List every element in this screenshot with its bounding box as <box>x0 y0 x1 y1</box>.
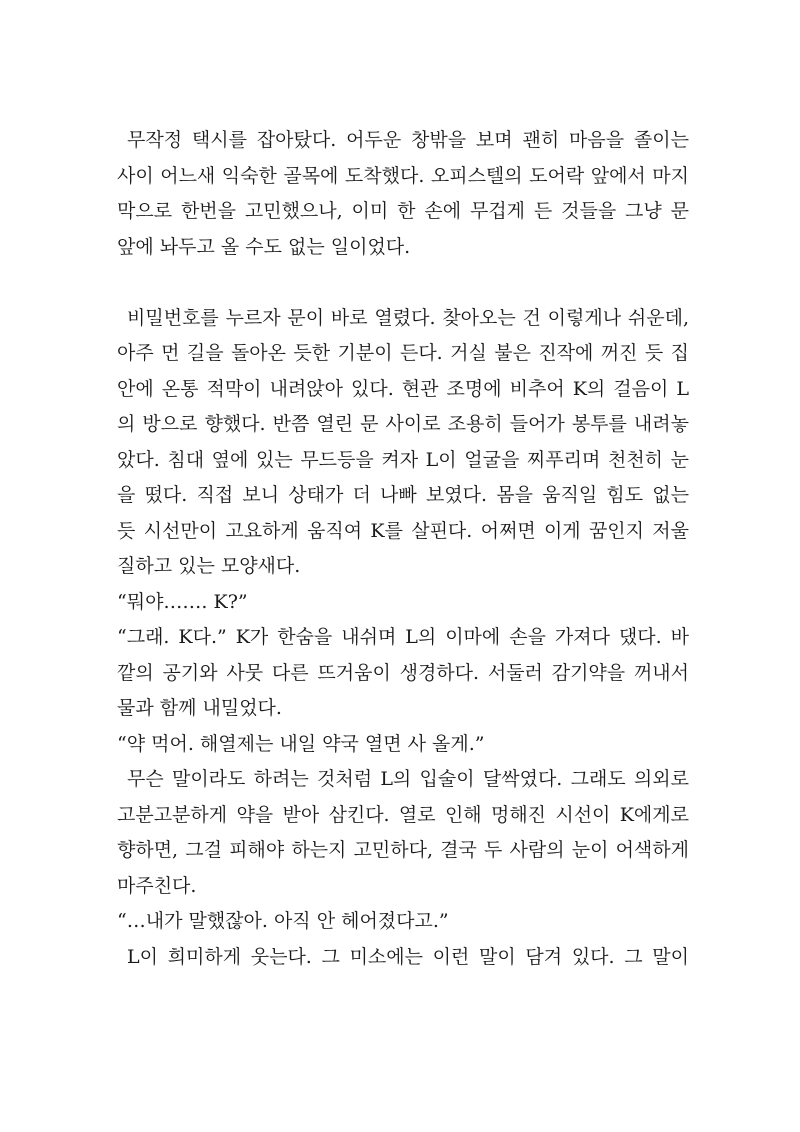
text-line: 질하고 있는 모양새다. <box>117 555 301 577</box>
dialogue-line: “뭐야……. K?” <box>117 590 248 613</box>
text-line: 향하면, 그걸 피해야 하는지 고민하다, 결국 두 사람의 눈이 어색하게 <box>117 839 689 861</box>
text-line: 고분고분하게 약을 받아 삼킨다. 열로 인해 멍해진 시선이 K에게로 <box>117 803 689 826</box>
text-line: L이 희미하게 웃는다. 그 미소에는 이런 말이 담겨 있다. 그 말이 <box>127 945 689 968</box>
text-line: 사이 어느새 익숙한 골목에 도착했다. 오피스텔의 도어락 앞에서 마지 <box>117 164 689 187</box>
text-line: 막으로 한번을 고민했으나, 이미 한 손에 무겁게 든 것들을 그냥 문 <box>117 200 689 222</box>
document-page <box>117 123 689 975</box>
dialogue-line: “그래. K다.” K가 한숨을 내쉬며 L의 이마에 손을 가져다 댔다. 바 <box>117 626 689 648</box>
text-line: 앞에 놔두고 올 수도 없는 일이었다. <box>117 235 411 258</box>
text-line: 안에 온통 적막이 내려앉아 있다. 현관 조명에 비추어 K의 걸음이 L <box>117 377 689 400</box>
text-line: 의 방으로 향했다. 반쯤 열린 문 사이로 조용히 들어가 봉투를 내려놓 <box>117 413 689 435</box>
text-line: 마주친다. <box>117 874 197 897</box>
text-line: 비밀번호를 누르자 문이 바로 열렸다. 찾아오는 건 이렇게나 쉬운데, <box>127 306 689 329</box>
text-line: 아주 먼 길을 돌아온 듯한 기분이 든다. 거실 불은 진작에 꺼진 듯 집 <box>117 342 689 364</box>
text-line: 을 떴다. 직접 보니 상태가 더 나빠 보였다. 몸을 움직일 힘도 없는 <box>117 484 689 506</box>
text-line: 물과 함께 내밀었다. <box>117 697 282 719</box>
dialogue-line: “…내가 말했잖아. 아직 안 헤어졌다고.” <box>117 910 449 932</box>
paragraph-gap <box>117 265 689 301</box>
text-line: 무작정 택시를 잡아탔다. 어두운 창밖을 보며 괜히 마음을 졸이는 <box>127 129 689 151</box>
text-line: 깥의 공기와 사뭇 다른 뜨거움이 생경하다. 서둘러 감기약을 꺼내서 <box>117 661 689 684</box>
dialogue-line: “약 먹어. 해열제는 내일 약국 열면 사 올게.” <box>117 732 485 755</box>
text-line: 았다. 침대 옆에 있는 무드등을 켜자 L이 얼굴을 찌푸리며 천천히 눈 <box>117 448 689 471</box>
text-line: 무슨 말이라도 하려는 것처럼 L의 입술이 달싹였다. 그래도 의외로 <box>127 768 689 790</box>
text-line: 듯 시선만이 고요하게 움직여 K를 살핀다. 어쩌면 이게 꿈인지 저울 <box>117 519 689 542</box>
